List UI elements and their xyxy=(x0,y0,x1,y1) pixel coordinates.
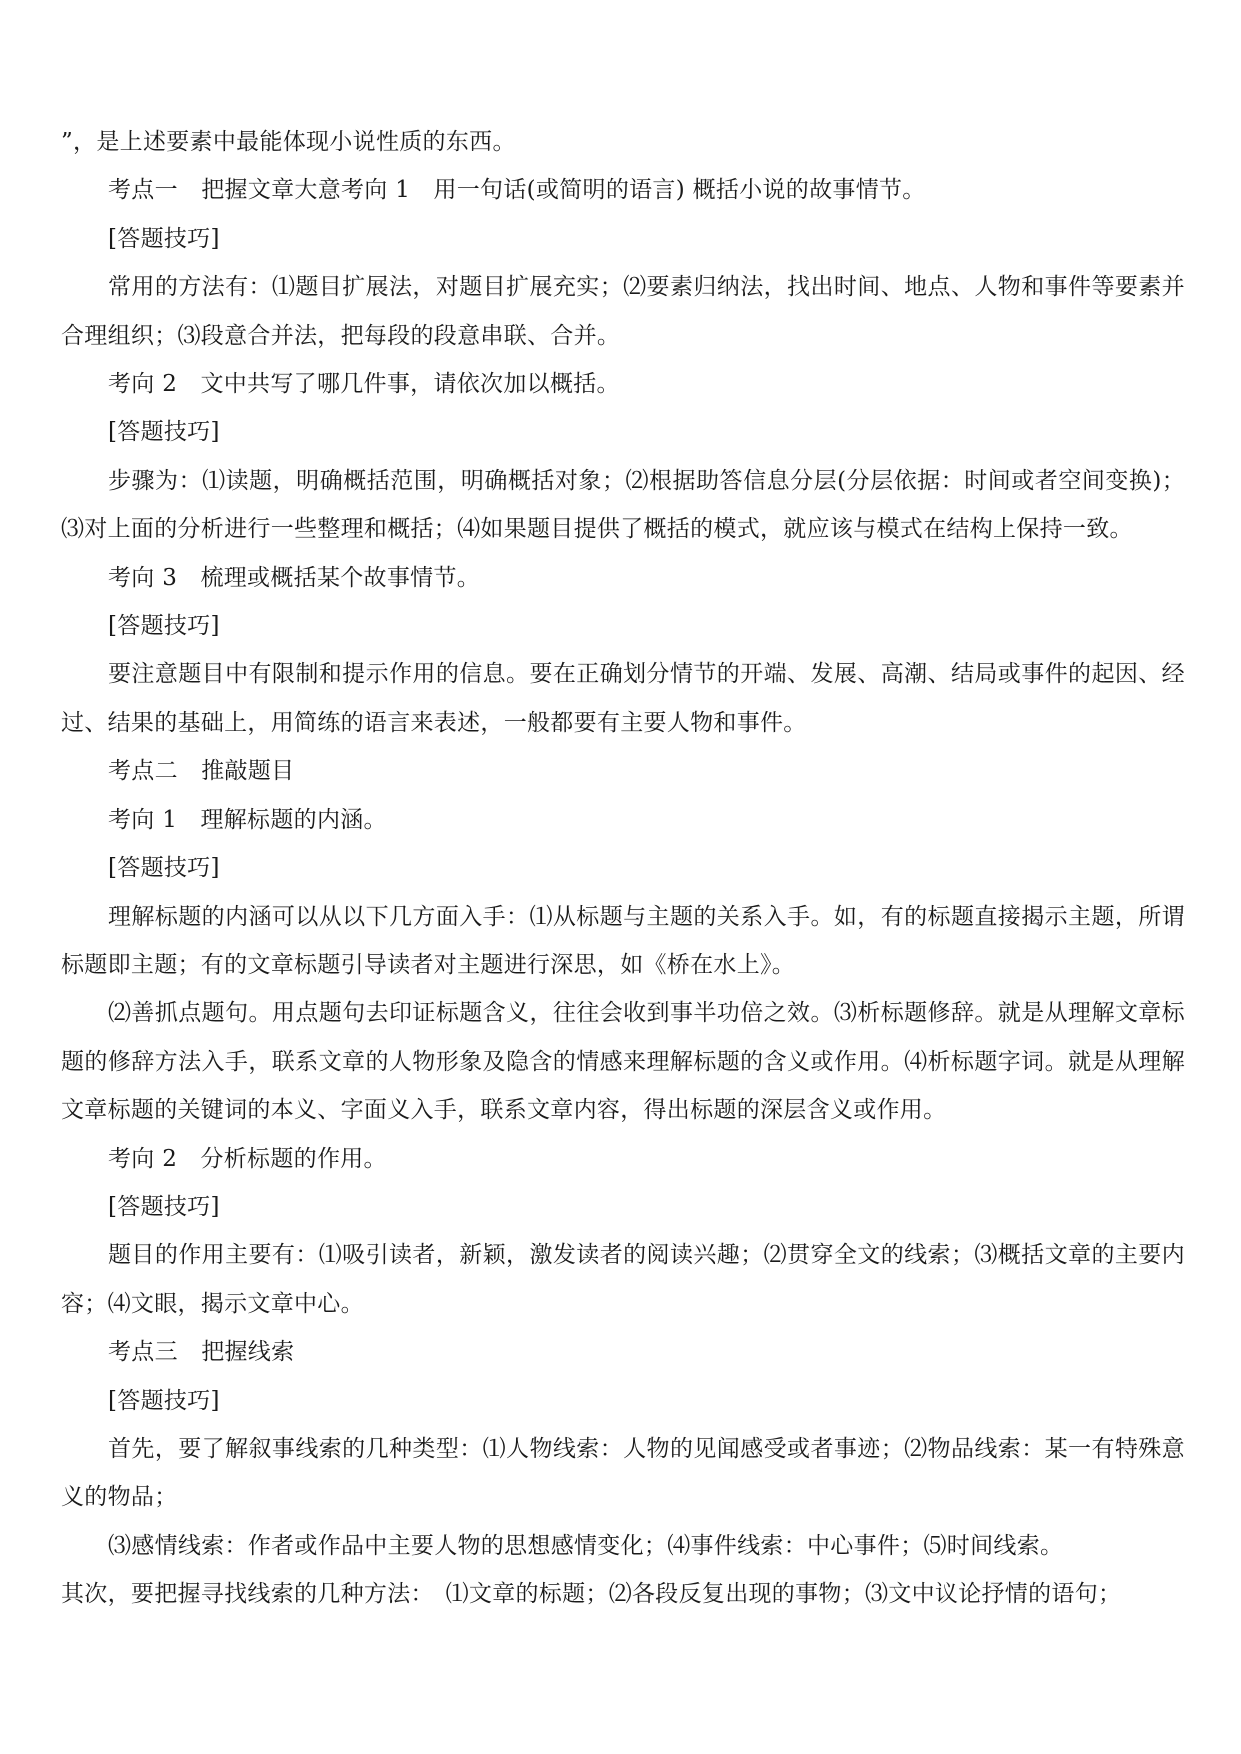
tips-label: [答题技巧] xyxy=(108,1193,220,1220)
tips-label: [答题技巧] xyxy=(108,855,220,882)
heading-kaodian-1: 考点一 把握文章大意考向 1 用一句话(或简明的语言) 概括小说的故事情节。 xyxy=(108,177,926,204)
paragraph-methods: 常用的方法有：⑴题目扩展法，对题目扩展充实；⑵要素归纳法，找出时间、地点、人物和事件等要素并合理组织；⑶段意合并法，把每段的段意串联、合并。 xyxy=(61,274,1185,349)
paragraph-clue-types: 首先，要了解叙事线索的几种类型：⑴人物线索：人物的见闻感受或者事迹；⑵物品线索：某一有特殊意义的物品； xyxy=(61,1435,1185,1511)
heading-kaoxiang-2: 考向 2 文中共写了哪几件事，请依次加以概括。 xyxy=(108,371,620,398)
paragraph-title-meaning: 理解标题的内涵可以从以下几方面入手：⑴从标题与主题的关系入手。如，有的标题直接揭示主题，所谓标题即主题；有的文章标题引导读者对主题进行深思，如《桥在水上》。 xyxy=(61,903,1185,978)
heading-kaodian-2: 考点二 推敲题目 xyxy=(108,758,295,785)
heading-kaodian-3: 考点三 把握线索 xyxy=(108,1339,295,1366)
paragraph-clue-methods: 其次，要把握寻找线索的几种方法： ⑴文章的标题；⑵各段反复出现的事物；⑶文中议论抒情的语句； xyxy=(61,1581,1122,1608)
paragraph-title-methods: ⑵善抓点题句。用点题句去印证标题含义，往往会收到事半功倍之效。⑶析标题修辞。就是从理解文章标题的修辞方法入手，联系文章的人物形象及隐含的情感来理解标题的含义或作用。⑷析标题字词。就是从理解文章标题的关键词的本义、字面义入手，联系文章内容，得出标题的深层含义或作用。 xyxy=(61,1000,1185,1124)
tips-label: [答题技巧] xyxy=(108,1387,220,1414)
paragraph-title-functions: 题目的作用主要有：⑴吸引读者，新颖，激发读者的阅读兴趣；⑵贯穿全文的线索；⑶概括文章的主要内容；⑷文眼，揭示文章中心。 xyxy=(61,1242,1185,1317)
paragraph-plot: 要注意题目中有限制和提示作用的信息。要在正确划分情节的开端、发展、高潮、结局或事件的起因、经过、结果的基础上，用简练的语言来表述，一般都要有主要人物和事件。 xyxy=(61,661,1185,736)
paragraph-clue-types-cont: ⑶感情线索：作者或作品中主要人物的思想感情变化；⑷事件线索：中心事件；⑸时间线索。 xyxy=(108,1532,1064,1559)
paragraph-continuation: ”，是上述要素中最能体现小说性质的东西。 xyxy=(61,129,516,155)
paragraph-steps: 步骤为：⑴读题，明确概括范围，明确概括对象；⑵根据助答信息分层(分层依据：时间或者空间变换)；⑶对上面的分析进行一些整理和概括；⑷如果题目提供了概括的模式，就应该与模式在结构上保持一致。 xyxy=(61,467,1185,543)
heading-kaoxiang-3: 考向 3 梳理或概括某个故事情节。 xyxy=(108,564,481,591)
heading-kaoxiang-2b: 考向 2 分析标题的作用。 xyxy=(108,1145,387,1172)
document-body xyxy=(61,118,1185,1619)
heading-kaoxiang-1: 考向 1 理解标题的内涵。 xyxy=(108,806,387,833)
tips-label: [答题技巧] xyxy=(108,613,220,640)
tips-label: [答题技巧] xyxy=(108,225,220,252)
tips-label: [答题技巧] xyxy=(108,419,220,446)
